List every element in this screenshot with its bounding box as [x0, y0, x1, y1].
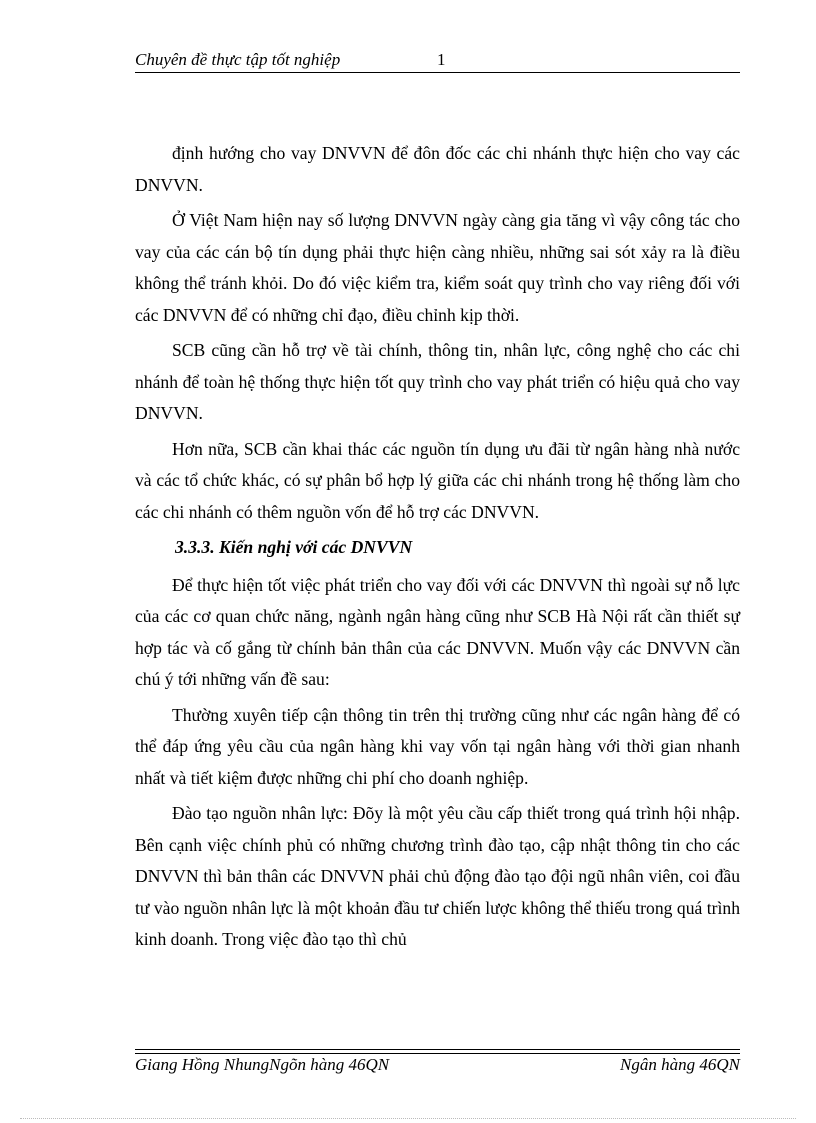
paragraph: Ở Việt Nam hiện nay số lượng DNVVN ngày càng gia tăng vì vậy công tác cho vay của các cán bộ tín dụng phải thực hiện càng nhiều, những sai sót xảy ra là điều không thể tránh khỏi. Do đó việc kiểm tra, kiểm soát quy trình cho vay riêng đối với các DNVVN để có những chỉ đạo, điều chỉnh kịp thời.: [135, 210, 740, 325]
document-body: [135, 138, 740, 960]
paragraph: Đào tạo nguồn nhân lực: Đõy là một yêu cầu cấp thiết trong quá trình hội nhập. Bên cạnh việc chính phủ có những chương trình đào tạo, cập nhật thông tin cho các DNVVN thì bản thân các DNVVN phải chủ động đào tạo đội ngũ nhân viên, coi đầu tư vào nguồn nhân lực là một khoản đầu tư chiến lược không thể thiếu trong quá trình kinh doanh. Trong việc đào tạo thì chủ: [135, 803, 740, 949]
footer-divider: [135, 1049, 740, 1054]
page-header: [135, 48, 740, 73]
paragraph: định hướng cho vay DNVVN để đôn đốc các chi nhánh thực hiện cho vay các DNVVN.: [135, 143, 740, 195]
footer-author: Giang Hồng NhungNgõn hàng 46QN: [135, 1055, 390, 1074]
page-boundary: [20, 1118, 796, 1119]
paragraph: Hơn nữa, SCB cần khai thác các nguồn tín dụng ưu đãi từ ngân hàng nhà nước và các tổ chức khác, có sự phân bổ hợp lý giữa các chi nhánh trong hệ thống làm cho các chi nhánh có thêm nguồn vốn để hỗ trợ các DNVVN.: [135, 438, 740, 522]
paragraph: Để thực hiện tốt việc phát triển cho vay đối với các DNVVN thì ngoài sự nỗ lực của các cơ quan chức năng, ngành ngân hàng cũng như SCB Hà Nội rất cần thiết sự hợp tác và cố gắng từ chính bản thân của các DNVVN. Muốn vậy các DNVVN cần chú ý tới những vấn đề sau:: [135, 574, 740, 689]
paragraph: SCB cũng cần hỗ trợ về tài chính, thông tin, nhân lực, công nghệ cho các chi nhánh để toàn hệ thống thực hiện tốt quy trình cho vay phát triển có hiệu quả cho vay DNVVN.: [135, 340, 740, 423]
section-heading: 3.3.3. Kiến nghị với các DNVVN: [175, 537, 413, 557]
header-title: Chuyên đề thực tập tốt nghiệp: [135, 50, 341, 69]
page-number: 1: [437, 50, 446, 69]
footer-department: Ngân hàng 46QN: [620, 1055, 740, 1074]
paragraph: Thường xuyên tiếp cận thông tin trên thị trường cũng như các ngân hàng để có thể đáp ứng yêu cầu của ngân hàng khi vay vốn tại ngân hàng với thời gian nhanh nhất và tiết kiệm được những chi phí cho doanh nghiệp.: [135, 704, 740, 788]
